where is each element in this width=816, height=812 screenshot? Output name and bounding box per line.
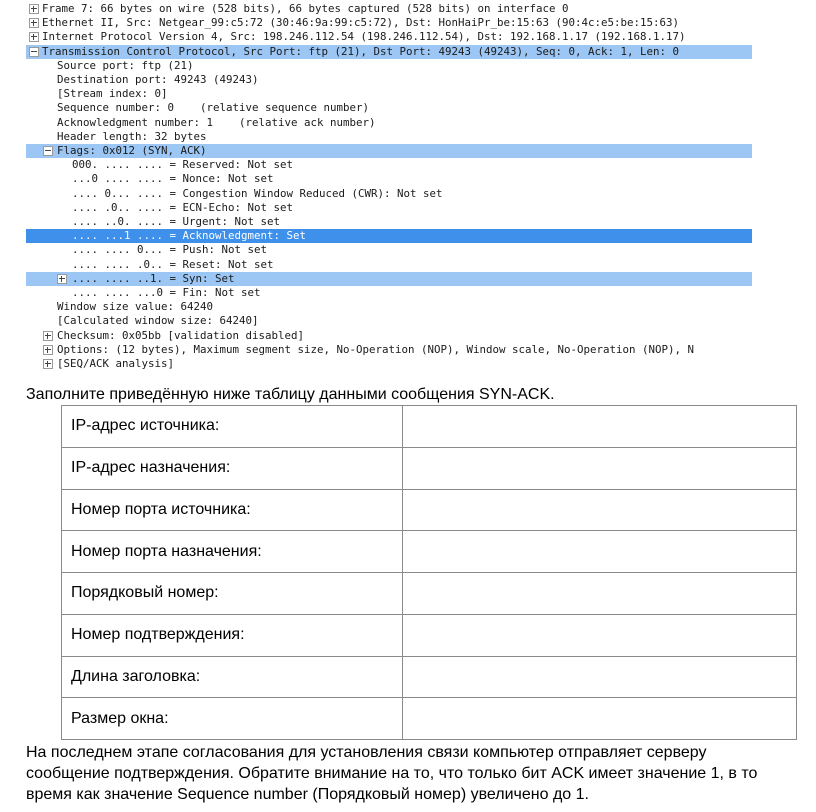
answer-cell[interactable] — [403, 573, 797, 615]
field-label: IP-адрес назначения: — [62, 447, 403, 489]
field-label: Номер порта назначения: — [62, 531, 403, 573]
tree-row-label: [SEQ/ACK analysis] — [57, 357, 175, 370]
collapse-minus-icon[interactable] — [29, 47, 39, 57]
table-row — [62, 531, 797, 573]
tree-row-label: .... .0.. .... = ECN-Echo: Not set — [72, 200, 294, 214]
tree-row[interactable] — [26, 329, 752, 343]
tree-row[interactable] — [26, 73, 752, 87]
answer-cell[interactable] — [403, 614, 797, 656]
tree-row[interactable] — [26, 59, 752, 73]
tree-row-label: .... .... .0.. = Reset: Not set — [72, 257, 274, 271]
field-label: Размер окна: — [62, 698, 403, 740]
tree-row-label: Options: (12 bytes), Maximum segment size, No-Operation (NOP), Window scale, No-Operation (NOP), N — [57, 342, 695, 356]
expand-plus-icon[interactable] — [57, 274, 67, 284]
table-row — [62, 698, 797, 740]
answer-cell[interactable] — [403, 489, 797, 531]
expand-plus-icon[interactable] — [29, 32, 39, 42]
tree-row[interactable] — [26, 101, 752, 115]
field-label: Длина заголовка: — [62, 656, 403, 698]
tree-row-label: Header length: 32 bytes — [57, 129, 207, 143]
tree-row[interactable] — [26, 272, 752, 286]
expand-plus-icon[interactable] — [43, 331, 53, 341]
tree-row[interactable] — [26, 314, 752, 328]
table-row — [62, 656, 797, 698]
tree-row-label: Flags: 0x012 (SYN, ACK) — [57, 144, 207, 157]
tree-row-label: .... ...1 .... = Acknowledgment: Set — [72, 229, 307, 243]
tree-row[interactable] — [26, 130, 752, 144]
table-row — [62, 447, 797, 489]
tree-row[interactable] — [26, 30, 752, 44]
tree-row[interactable] — [26, 116, 752, 130]
tree-row[interactable] — [26, 229, 752, 243]
answer-cell[interactable] — [403, 447, 797, 489]
tree-row-label: Sequence number: 0 (relative sequence number) — [57, 101, 370, 115]
tree-row-label: Destination port: 49243 (49243) — [57, 73, 259, 86]
packet-details-pane[interactable] — [26, 0, 752, 372]
tree-row-label: .... .... 0... = Push: Not set — [72, 243, 268, 257]
tree-row-label: Frame 7: 66 bytes on wire (528 bits), 66 bytes captured (528 bits) on interface 0 — [42, 2, 569, 15]
answer-cell[interactable] — [403, 406, 797, 448]
tree-row-label: Source port: ftp (21) — [57, 58, 194, 72]
tree-row[interactable] — [26, 343, 752, 357]
tree-row[interactable] — [26, 258, 752, 272]
table-row — [62, 573, 797, 615]
tree-row[interactable] — [26, 2, 752, 16]
tree-row-label: [Calculated window size: 64240] — [57, 314, 259, 328]
tree-row[interactable] — [26, 215, 752, 229]
tree-row[interactable] — [26, 158, 752, 172]
tree-row-label: Internet Protocol Version 4, Src: 198.246.112.54 (198.246.112.54), Dst: 192.168.1.17 (192.168.1.17) — [42, 30, 686, 44]
answer-cell[interactable] — [403, 656, 797, 698]
collapse-minus-icon[interactable] — [43, 146, 53, 156]
table-row — [62, 406, 797, 448]
tree-row-label: .... 0... .... = Congestion Window Reduced (CWR): Not set — [72, 186, 443, 200]
expand-plus-icon[interactable] — [43, 345, 53, 355]
expand-plus-icon[interactable] — [29, 18, 39, 28]
tree-row-label: Ethernet II, Src: Netgear_99:c5:72 (30:46:9a:99:c5:72), Dst: HonHaiPr_be:15:63 (90:4c:e5:be:15:63) — [42, 16, 680, 30]
tree-row-label: Transmission Control Protocol, Src Port: ftp (21), Dst Port: 49243 (49243), Seq: 0, Ack: 1, Len: 0 — [42, 44, 680, 58]
field-label: Порядковый номер: — [62, 573, 403, 615]
instruction-text: Заполните приведённую ниже таблицу данными сообщения SYN-ACK. — [26, 386, 555, 403]
tree-row[interactable] — [26, 45, 752, 59]
answer-cell[interactable] — [403, 531, 797, 573]
tree-row-label: ...0 .... .... = Nonce: Not set — [72, 172, 274, 186]
answer-cell[interactable] — [403, 698, 797, 740]
tree-row[interactable] — [26, 187, 752, 201]
tree-row[interactable] — [26, 201, 752, 215]
footer-line-2: сообщение подтверждения. Обратите внимание на то, что только бит ACK имеет значение 1, в то — [26, 765, 758, 782]
table-row — [62, 614, 797, 656]
tree-row-label: Checksum: 0x05bb [validation disabled] — [57, 328, 305, 342]
tree-row[interactable] — [26, 87, 752, 101]
tree-row-label: .... .... ..1. = Syn: Set — [72, 271, 235, 285]
tree-row-label: 000. .... .... = Reserved: Not set — [72, 158, 294, 172]
tree-row[interactable] — [26, 286, 752, 300]
tree-row[interactable] — [26, 16, 752, 30]
tree-row[interactable] — [26, 144, 752, 158]
footer-line-3: время как значение Sequence number (Порядковый номер) увеличено до 1. — [26, 786, 589, 803]
field-label: Номер порта источника: — [62, 489, 403, 531]
tree-row-label: Acknowledgment number: 1 (relative ack number) — [57, 115, 376, 129]
tree-row[interactable] — [26, 357, 752, 371]
tree-row-label: [Stream index: 0] — [57, 87, 168, 101]
expand-plus-icon[interactable] — [43, 359, 53, 369]
tree-row-label: .... ..0. .... = Urgent: Not set — [72, 215, 281, 228]
tree-row[interactable] — [26, 243, 752, 257]
field-label: IP-адрес источника: — [62, 406, 403, 448]
tree-row-label: Window size value: 64240 — [57, 300, 214, 314]
table-row — [62, 489, 797, 531]
footer-line-1: На последнем этапе согласования для установления связи компьютер отправляет серверу — [26, 744, 707, 761]
tree-row[interactable] — [26, 300, 752, 314]
tree-row[interactable] — [26, 172, 752, 186]
answer-table — [61, 405, 797, 740]
expand-plus-icon[interactable] — [29, 4, 39, 14]
field-label: Номер подтверждения: — [62, 614, 403, 656]
tree-row-label: .... .... ...0 = Fin: Not set — [72, 286, 261, 299]
